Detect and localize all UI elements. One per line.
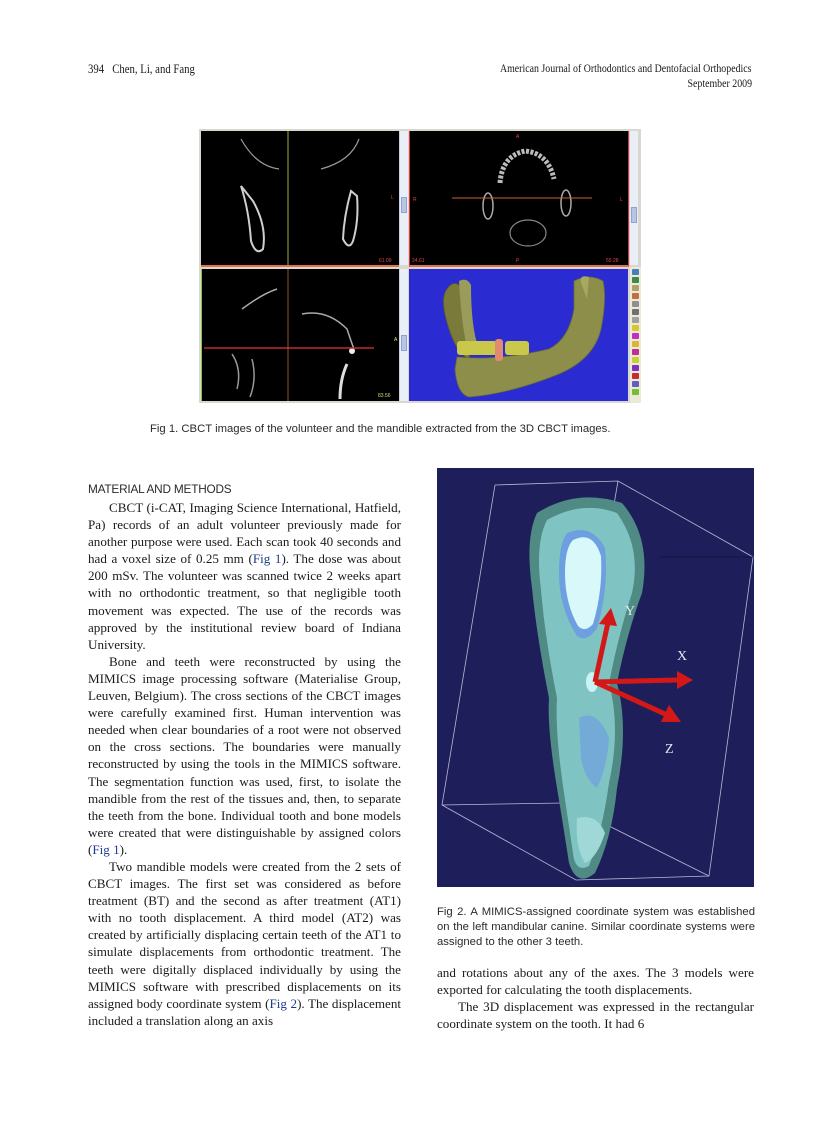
figure-1 bbox=[199, 129, 641, 403]
paragraph-2: Bone and teeth were reconstructed by using the MIMICS image processing software (Materialise Group, Leuven, Belgium). The cross sections of the CBCT images were carefully examined first. Human intervention was needed when clear boundaries of a root were not observed on the cross sections. The boundaries were manually reconstructed by using the tools in the MIMICS software. The segmentation function was used, first, to isolate the mandible from the rest of the tissues and, then, to separate the teeth from the bone. Individual tooth and bone models were created that were distinguishable by assigned colors (Fig 1). bbox=[88, 653, 401, 857]
axial-view bbox=[409, 131, 629, 267]
section-heading: MATERIAL AND METHODS bbox=[88, 482, 232, 496]
figure-2 bbox=[437, 468, 754, 887]
svg-text:P: P bbox=[516, 258, 520, 264]
figure-1-caption: Fig 1. CBCT images of the volunteer and the mandible extracted from the 3D CBCT images. bbox=[150, 423, 611, 435]
tooth-coordinate-model bbox=[437, 468, 754, 887]
x-axis-label: X bbox=[677, 649, 688, 664]
toolbar-hand-icon[interactable] bbox=[632, 285, 639, 291]
toolbar-move-icon[interactable] bbox=[632, 293, 639, 299]
axial-scan-image bbox=[410, 131, 628, 265]
toolbar-yellow-object-icon[interactable] bbox=[632, 325, 639, 331]
toolbar-blue-object-icon[interactable] bbox=[632, 381, 639, 387]
toolbar-gold-object-icon[interactable] bbox=[632, 341, 639, 347]
fig1-reference-link[interactable]: Fig 1 bbox=[252, 551, 282, 567]
toolbar-cube-icon[interactable] bbox=[632, 277, 639, 283]
left-column-text bbox=[88, 499, 401, 1029]
svg-text:61.09: 61.09 bbox=[379, 258, 392, 264]
coronal-scan-image bbox=[201, 131, 399, 265]
3d-mandible-view bbox=[409, 269, 628, 401]
svg-text:83.56: 83.56 bbox=[378, 393, 391, 399]
figure-2-caption: Fig 2. A MIMICS-assigned coordinate system was established on the left mandibular canine. Similar coordinate systems were assigned to the other 3 teeth. bbox=[437, 906, 755, 948]
sagittal-scrollbar[interactable] bbox=[399, 269, 408, 401]
svg-text:L: L bbox=[620, 197, 623, 203]
author-names: Chen, Li, and Fang bbox=[112, 62, 195, 76]
paragraph-continued: and rotations about any of the axes. The 3 models were exported for calculating the tooth displacements. bbox=[437, 965, 754, 998]
right-column-text bbox=[437, 964, 754, 1032]
toolbar-pink-object-icon[interactable] bbox=[632, 349, 639, 355]
svg-text:L: L bbox=[391, 195, 394, 201]
svg-text:A: A bbox=[394, 337, 398, 343]
svg-text:A: A bbox=[516, 134, 520, 140]
toolbar-purple-object-icon[interactable] bbox=[632, 365, 639, 371]
coronal-scrollbar[interactable] bbox=[399, 131, 408, 265]
toolbar-lime-object-icon[interactable] bbox=[632, 357, 639, 363]
sagittal-scan-image bbox=[202, 269, 400, 401]
fig2-reference-link[interactable]: Fig 2 bbox=[269, 995, 298, 1011]
toolbar-view-icon[interactable] bbox=[632, 269, 639, 275]
z-axis-label: Z bbox=[665, 742, 674, 757]
toolbar-rotate-icon[interactable] bbox=[632, 309, 639, 315]
mandible-3d-model bbox=[409, 269, 628, 401]
fig1-reference-link[interactable]: Fig 1 bbox=[92, 841, 120, 857]
y-axis-label: Y bbox=[625, 604, 636, 619]
sagittal-view bbox=[201, 269, 401, 401]
toolbar-green-object-icon[interactable] bbox=[632, 389, 639, 395]
x-arrow-head bbox=[677, 671, 693, 689]
paragraph-4: The 3D displacement was expressed in the rectangular coordinate system on the tooth. It had 6 bbox=[437, 999, 754, 1032]
toolbar-zoom-icon[interactable] bbox=[632, 301, 639, 307]
running-header-left bbox=[88, 62, 195, 77]
toolbar-red-object-icon[interactable] bbox=[632, 373, 639, 379]
svg-text:55.28: 55.28 bbox=[606, 258, 619, 264]
svg-text:R: R bbox=[413, 197, 417, 203]
coronal-view bbox=[201, 131, 399, 267]
paragraph-3: Two mandible models were created from the 2 sets of CBCT images. The first set was considered as before treatment (BT) and the second as after treatment (AT1) with no tooth displacement. A third model (AT2) was created by artificially displacing certain teeth of the AT1 to simulate displacements from orthodontic treatment. The teeth were digitally displaced individually by using the MIMICS software with prescribed displacements on its assigned body coordinate system (Fig 2). The displacement included a translation along an axis bbox=[88, 858, 401, 1028]
toolbar-magenta-object-icon[interactable] bbox=[632, 333, 639, 339]
svg-text:24.61: 24.61 bbox=[412, 258, 425, 264]
toolbar-pan-icon[interactable] bbox=[632, 317, 639, 323]
page-number: 394 bbox=[88, 62, 105, 76]
view-toolbar bbox=[630, 267, 641, 403]
paragraph-1: CBCT (i-CAT, Imaging Science International, Hatfield, Pa) records of an adult volunteer previously made for another purpose were used. Each scan took 40 seconds and had a voxel size of 0.25 mm (Fig 1). The dose was about 200 mSv. The volunteer was scanned twice 2 weeks apart with no orthodontic treatment, so that negligible tooth movement was expected. The use of the records was approved by the institutional review board of Indiana University. bbox=[88, 500, 401, 652]
journal-name: American Journal of Orthodontics and Dentofacial Orthopedics bbox=[500, 63, 752, 75]
issue-date: September 2009 bbox=[687, 78, 752, 90]
axial-scrollbar[interactable] bbox=[629, 131, 638, 265]
